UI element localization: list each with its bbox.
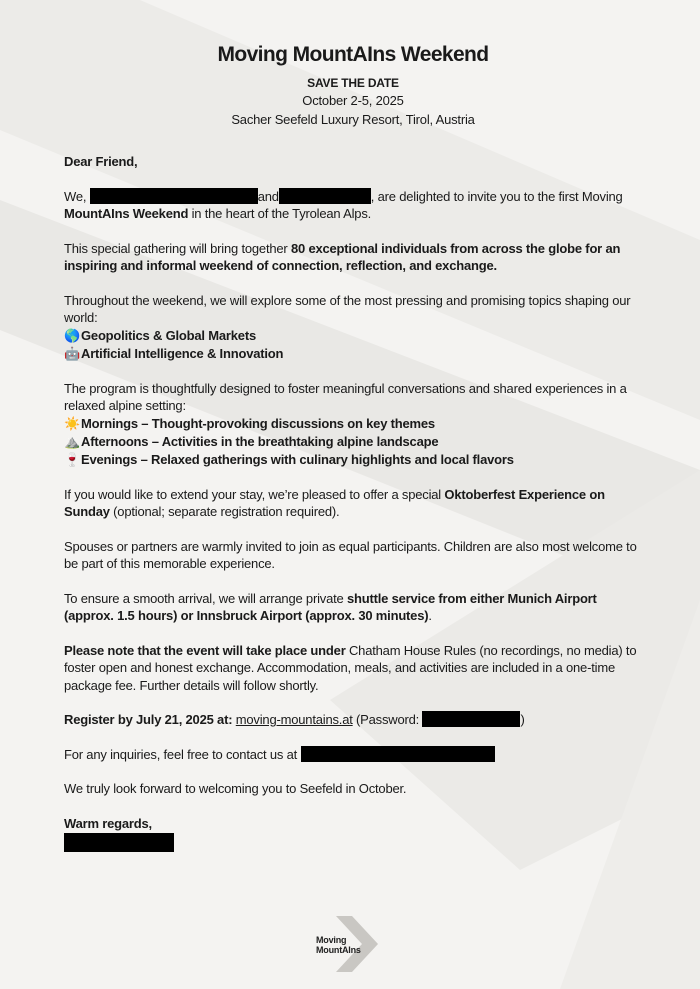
extend-tail: (optional; separate registration required). (109, 504, 340, 519)
password-label: (Password: (352, 712, 423, 727)
rules-tail: Chatham House Rules (no recordings, no media) to foster open and honest exchange. Accommodation, meals, and activities are included in a one-time package fee. Further details will follow shortly. (64, 642, 637, 693)
schedule-list (64, 415, 642, 469)
register-deadline: Register by July 21, 2025 at: (64, 712, 233, 727)
register-line (64, 711, 642, 729)
list-item (64, 327, 642, 345)
intro-tail: in the heart of the Tyrolean Alps. (188, 206, 372, 221)
schedule-label: Mornings – Thought-provoking discussions on key themes (81, 415, 435, 431)
topics-intro: Throughout the weekend, we will explore some of the most pressing and promising topics shaping our world: (64, 292, 631, 325)
redacted-signature (64, 833, 174, 852)
signature-block (64, 833, 642, 854)
redacted-contact-email (301, 746, 495, 762)
extend-lead: If you would like to extend your stay, we’re pleased to offer a special (64, 486, 445, 502)
sun-icon: ☀️ (64, 415, 80, 431)
topics-list (64, 327, 642, 363)
shuttle-tail: . (428, 608, 432, 623)
shuttle-bold: shuttle service from either Munich Airport (approx. 1.5 hours) or Innsbruck Airport (approx. 30 minutes) (64, 590, 597, 623)
gathering-paragraph (64, 240, 642, 275)
schedule-label: Evenings – Relaxed gatherings with culinary highlights and local flavors (81, 451, 514, 467)
shuttle-paragraph (64, 590, 642, 625)
intro-and: and (257, 188, 279, 204)
list-item (64, 345, 642, 363)
save-the-date: SAVE THE DATE (307, 76, 399, 90)
letter-header (64, 42, 642, 129)
logo-text (316, 935, 361, 955)
intro-event-name: MountAIns Weekend (64, 206, 189, 221)
logo-line-1: Moving (316, 935, 347, 945)
moving-mountains-logo (316, 914, 386, 974)
intro-paragraph (64, 188, 642, 223)
inquiries-text: For any inquiries, feel free to contact us at (64, 746, 298, 762)
rules-bold: Please note that the event will take place under (64, 642, 346, 658)
spouses-paragraph: Spouses or partners are warmly invited to join as equal participants. Children are also most welcome to be part of this memorable experience. (64, 538, 637, 571)
greeting: Dear Friend, (64, 154, 138, 169)
gathering-lead: This special gathering will bring together (64, 240, 291, 256)
topic-label: Artificial Intelligence & Innovation (81, 345, 284, 361)
logo-line-2: MountAIns (316, 945, 361, 955)
mountain-icon: ⛰️ (64, 433, 80, 449)
event-venue: Sacher Seefeld Luxury Resort, Tirol, Austria (231, 112, 475, 127)
extend-bold: Oktoberfest Experience on Sunday (64, 486, 605, 519)
event-title: Moving MountAIns Weekend (217, 43, 489, 66)
wine-glass-icon: 🍷 (64, 451, 80, 467)
extend-paragraph (64, 486, 642, 521)
list-item (64, 415, 642, 433)
shuttle-lead: To ensure a smooth arrival, we will arrange private (64, 590, 347, 606)
gathering-bold: 80 exceptional individuals from across the globe for an inspiring and informal weekend of connection, reflection, and exchange. (64, 240, 621, 273)
topic-label: Geopolitics & Global Markets (81, 327, 256, 343)
globe-icon: 🌎 (64, 327, 80, 343)
password-close: ) (520, 712, 525, 727)
closing-line: We truly look forward to welcoming you to Seefeld in October. (64, 781, 407, 796)
rules-paragraph (64, 642, 642, 695)
list-item (64, 433, 642, 451)
schedule-label: Afternoons – Activities in the breathtaking alpine landscape (81, 433, 439, 449)
robot-icon: 🤖 (64, 345, 80, 361)
list-item (64, 451, 642, 469)
inquiries-line (64, 746, 642, 764)
redacted-password (422, 711, 520, 727)
event-dates: October 2-5, 2025 (302, 93, 404, 108)
intro-we: We, (64, 188, 87, 204)
registration-link[interactable]: moving-mountains.at (235, 712, 353, 727)
redacted-host-name-1 (90, 188, 258, 204)
letter-body (64, 42, 642, 854)
program-intro: The program is thoughtfully designed to foster meaningful conversations and shared experiences in a relaxed alpine setting: (64, 380, 627, 413)
redacted-host-name-2 (279, 188, 371, 204)
intro-rest: , are delighted to invite you to the first Moving (370, 188, 623, 204)
signoff: Warm regards, (64, 815, 152, 831)
